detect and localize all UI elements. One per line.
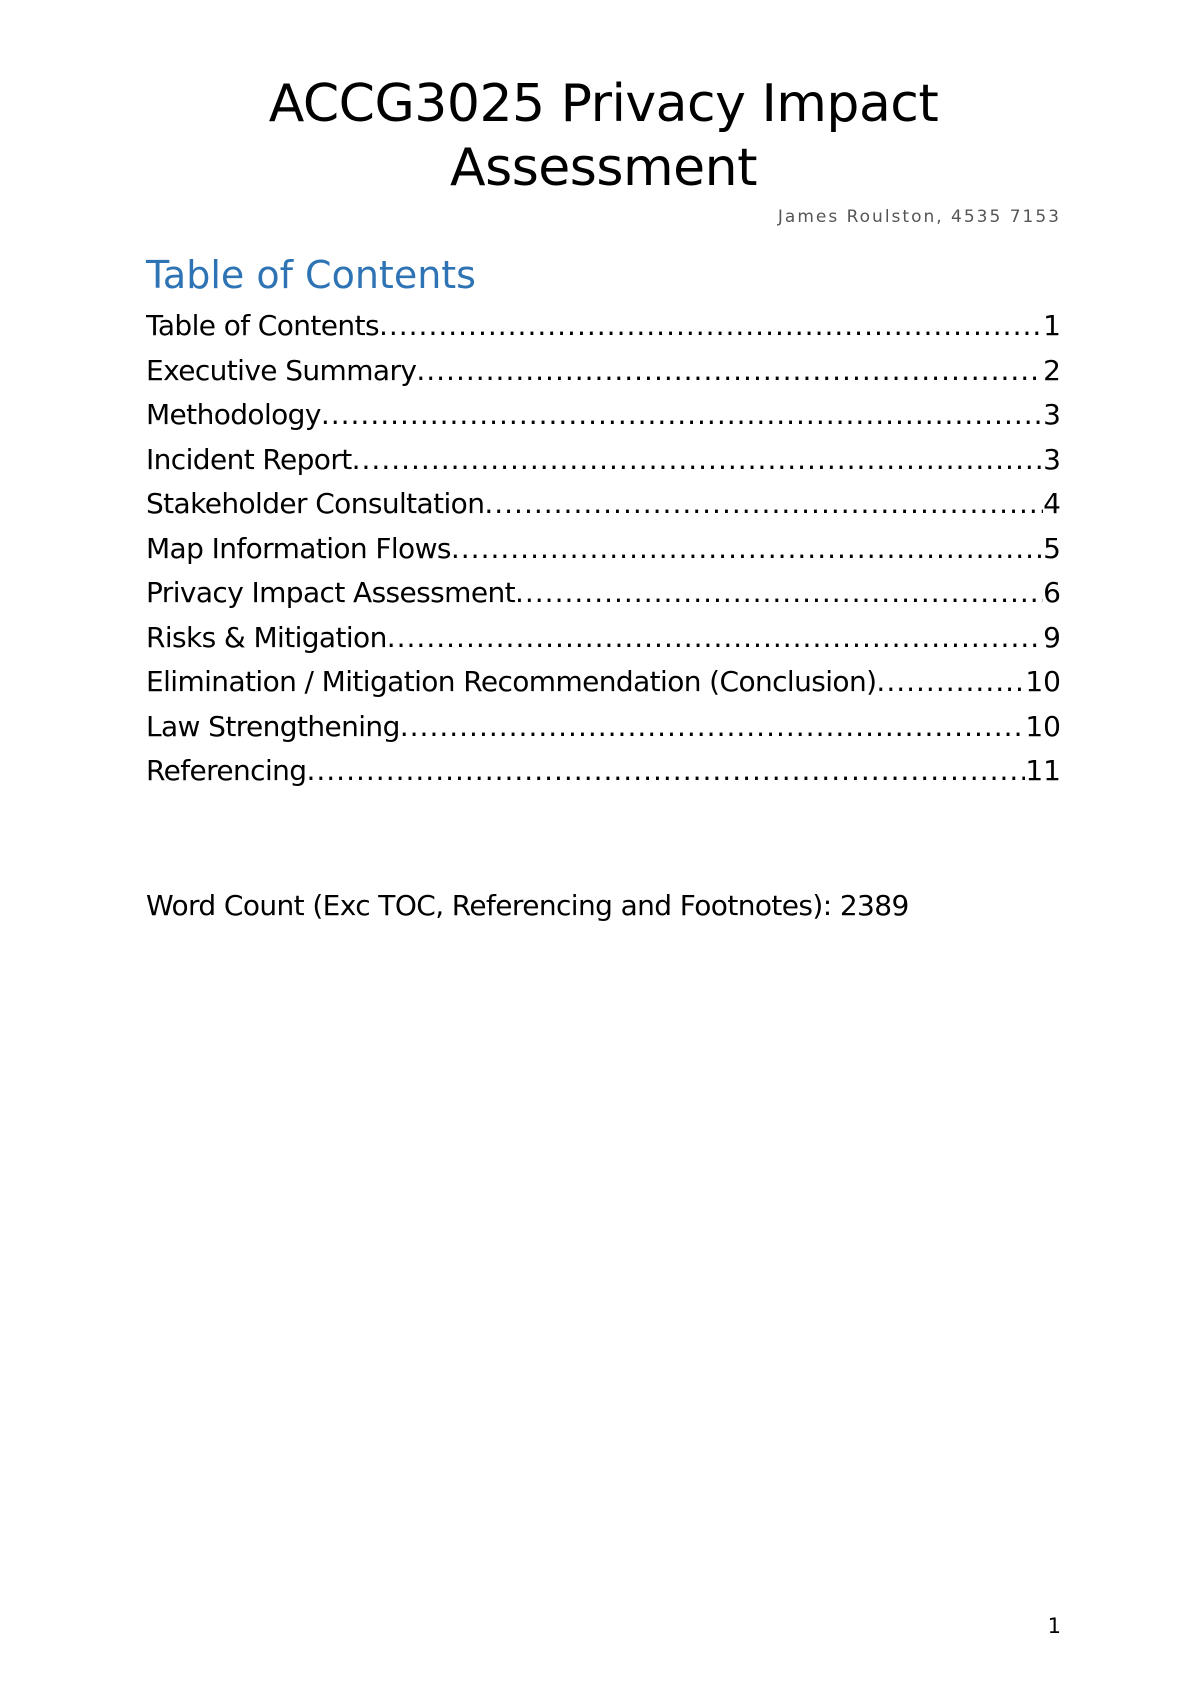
toc-entry-law-strengthening[interactable] (146, 705, 1061, 750)
toc-entry-label: Referencing (146, 754, 307, 787)
toc-entry-label: Incident Report (146, 442, 352, 476)
toc-heading: Table of Contents (146, 253, 476, 297)
table-of-contents (146, 304, 1061, 794)
word-count: Word Count (Exc TOC, Referencing and Footnotes): 2389 (146, 889, 909, 922)
toc-entry-referencing[interactable] (146, 749, 1061, 794)
toc-entry-page: 3 (1043, 398, 1061, 431)
toc-dot-leader (876, 660, 1025, 704)
toc-entry-label: Stakeholder Consultation (146, 487, 485, 520)
author-line: James Roulston, 4535 7153 (777, 207, 1061, 227)
toc-entry-label: Law Strengthening (146, 709, 400, 743)
toc-entry-map-information-flows[interactable] (146, 527, 1061, 572)
toc-dot-leader (416, 349, 1043, 393)
toc-dot-leader (387, 616, 1043, 660)
toc-entry-label: Privacy Impact Assessment (146, 576, 515, 609)
toc-entry-page: 10 (1025, 709, 1061, 743)
toc-dot-leader (379, 304, 1043, 348)
toc-entry-page: 2 (1043, 353, 1061, 387)
toc-entry-label: Map Information Flows (146, 531, 451, 565)
toc-entry-page: 1 (1043, 309, 1061, 342)
toc-entry-privacy-impact-assessment[interactable] (146, 571, 1061, 616)
toc-entry-label: Elimination / Mitigation Recommendation (Conclusion) (146, 665, 877, 698)
page-number: 1 (1047, 1614, 1061, 1638)
toc-dot-leader (400, 705, 1026, 749)
toc-entry-label: Table of Contents (146, 309, 379, 342)
toc-dot-leader (451, 527, 1043, 571)
toc-entry-page: 6 (1043, 576, 1061, 609)
toc-entry-risks-mitigation[interactable] (146, 616, 1061, 661)
toc-entry-elimination-mitigation-recommendation[interactable] (146, 660, 1061, 705)
toc-dot-leader (352, 438, 1044, 482)
toc-dot-leader (515, 571, 1043, 615)
toc-entry-table-of-contents[interactable] (146, 304, 1061, 349)
toc-entry-incident-report[interactable] (146, 438, 1061, 483)
toc-dot-leader (306, 749, 1025, 793)
toc-entry-page: 9 (1043, 620, 1061, 654)
document-title: ACCG3025 Privacy Impact Assessment (268, 74, 939, 198)
toc-entry-page: 4 (1043, 487, 1061, 520)
toc-entry-executive-summary[interactable] (146, 349, 1061, 394)
toc-dot-leader (484, 482, 1043, 526)
toc-entry-label: Risks & Mitigation (146, 620, 387, 654)
toc-entry-page: 3 (1043, 442, 1061, 476)
toc-dot-leader (321, 393, 1043, 437)
toc-entry-methodology[interactable] (146, 393, 1061, 438)
toc-entry-page: 5 (1043, 531, 1061, 565)
toc-entry-label: Executive Summary (146, 353, 417, 387)
toc-entry-page: 10 (1025, 665, 1061, 698)
toc-entry-stakeholder-consultation[interactable] (146, 482, 1061, 527)
toc-entry-page: 11 (1025, 754, 1061, 787)
toc-entry-label: Methodology (146, 398, 321, 431)
